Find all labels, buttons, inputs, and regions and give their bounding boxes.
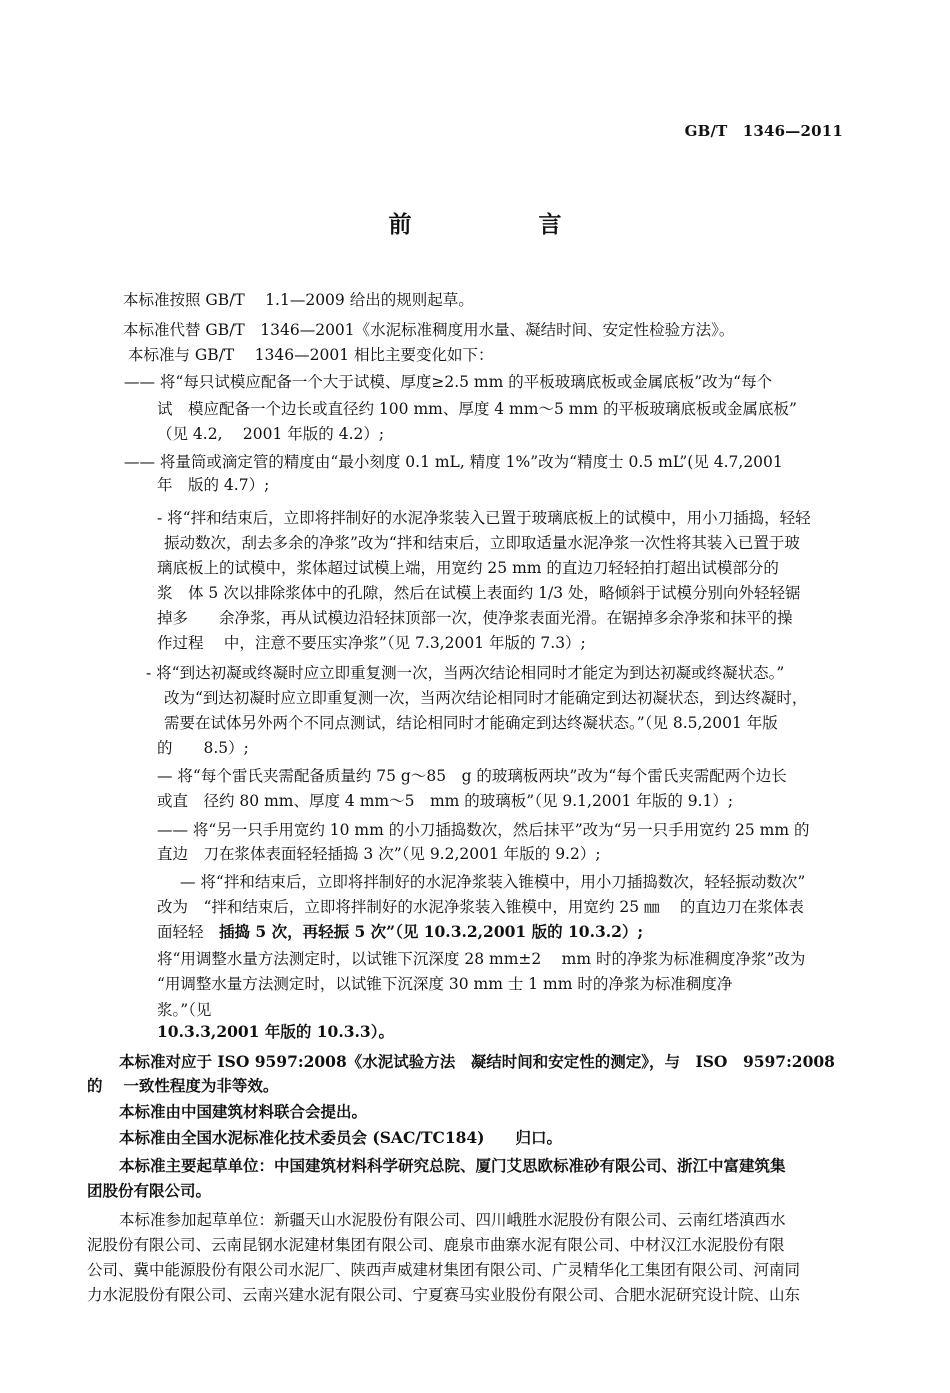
text-line: 本标准由全国水泥标准化技术委员会 (SAC/TC184) 归口。 bbox=[119, 1128, 563, 1147]
list-item-line: 或直 径约 80 mm、厚度 4 mm～5 mm 的玻璃板”（见 9.1,2001 年版的 9.1）; bbox=[157, 792, 734, 810]
text-line: 力水泥股份有限公司、云南兴建水泥有限公司、宁夏赛马实业股份有限公司、合肥水泥研究设计院、山东 bbox=[87, 1286, 801, 1304]
text-line: 本标准对应于 ISO 9597:2008《水泥试验方法 凝结时间和安定性的测定》，与 ISO 9597:2008 bbox=[119, 1052, 835, 1071]
list-item-line: 需要在试体另外两个不同点测试，结论相同时才能确定到达终凝状态。”（见 8.5,2001 年版 bbox=[164, 714, 778, 732]
list-item-line: 改为“到达初凝时应立即重复测一次，当两次结论相同时才能确定到达初凝状态，到达终凝时， bbox=[164, 689, 808, 707]
list-item-line: “用调整水量方法测定时，以试锥下沉深度 30 mm 士 1 mm 时的净浆为标准稠度净 bbox=[157, 975, 733, 993]
list-item-line: — 将“每个雷氏夹需配备质量约 75 g～85 g 的玻璃板两块”改为“每个雷氏夹需配两个边长 bbox=[157, 767, 787, 785]
list-item-line: 作过程 中，注意不要压实净浆”（见 7.3,2001 年版的 7.3）; bbox=[157, 634, 586, 652]
list-item-line: —— 将“每只试模应配备一个大于试模、厚度≥2.5 mm 的平板玻璃底板或金属底板”改为“每个 bbox=[124, 373, 773, 391]
list-item-line: 掉多 余净浆，再从试模边沿轻抹顶部一次，使净浆表面光滑。在锯掉多余净浆和抹平的操 bbox=[157, 609, 793, 627]
text-line: 团股份有限公司。 bbox=[87, 1181, 212, 1200]
text-line: 的 一致性程度为非等效。 bbox=[87, 1076, 279, 1095]
text-line: 本标准代替 GB/T 1346—2001《水泥标准稠度用水量、凝结时间、安定性检验方法》。 bbox=[123, 321, 735, 339]
standard-number: GB/T 1346—2011 bbox=[684, 122, 843, 140]
list-item-line: - 将“拌和结束后，立即将拌制好的水泥净浆装入已置于玻璃底板上的试模中，用小刀插捣，轻轻 bbox=[157, 509, 811, 527]
bold-text-segment: 插捣 5 次，再轻振 5 次”（见 10.3.2,2001 版的 10.3.2）; bbox=[219, 922, 644, 941]
list-item-line: 将“用调整水量方法测定时，以试锥下沉深度 28 mm±2 mm 时的净浆为标准稠度净浆”改为 bbox=[157, 950, 806, 968]
text-line: 本标准主要起草单位：中国建筑材料科学研究总院、厦门艾思欧标准砂有限公司、浙江中富建筑集 bbox=[119, 1156, 786, 1175]
list-item-line: 振动数次，刮去多余的净浆”改为“拌和结束后，立即取适量水泥净浆一次性将其装入已置于玻 bbox=[164, 534, 800, 552]
list-item-line bbox=[157, 922, 643, 942]
text-line: 泥股份有限公司、云南昆钢水泥建材集团有限公司、鹿泉市曲寨水泥有限公司、中材汉江水泥股份有限 bbox=[87, 1236, 785, 1254]
page-title: 前 言 bbox=[388, 211, 614, 238]
list-item-line: 浆 体 5 次以排除浆体中的孔隙，然后在试模上表面约 1/3 处，略倾斜于试模分别向外轻轻锯 bbox=[157, 584, 801, 602]
list-item-line: 改为 “拌和结束后，立即将拌制好的水泥净浆装入锥模中，用宽约 25 ㎜ 的直边刀在浆体表 bbox=[157, 898, 804, 916]
list-item-line: （见 4.2, 2001 年版的 4.2）; bbox=[157, 425, 385, 443]
text-line: 本标准与 GB/T 1346—2001 相比主要变化如下： bbox=[128, 346, 494, 364]
list-item-line: 10.3.3,2001 年版的 10.3.3）。 bbox=[157, 1022, 394, 1041]
list-item-line: —— 将“另一只手用宽约 10 mm 的小刀插捣数次，然后抹平”改为“另一只手用宽约 25 mm 的 bbox=[157, 821, 810, 839]
list-item-line: 浆。”（见 bbox=[157, 1001, 212, 1019]
list-item-line: 年 版的 4.7）; bbox=[157, 476, 270, 494]
list-item-line: 璃底板上的试模中，浆体超过试模上端，用宽约 25 mm 的直边刀轻轻拍打超出试模部分的 bbox=[157, 559, 779, 577]
list-item-line: 试 模应配备一个边长或直径约 100 mm、厚度 4 mm～5 mm 的平板玻璃底板或金属底板” bbox=[157, 400, 797, 418]
list-item-line: - 将“到达初凝或终凝时应立即重复测一次，当两次结论相同时才能定为到达初凝或终凝状态。” bbox=[146, 664, 785, 682]
list-item-line: — 将“拌和结束后，立即将拌制好的水泥净浆装入锥模中，用小刀插捣数次，轻轻振动数次” bbox=[180, 873, 806, 891]
list-item-line: —— 将量筒或滴定管的精度由“最小刻度 0.1 mL, 精度 1%”改为“精度士 0.5 mL”(见 4.7,2001 bbox=[124, 453, 783, 471]
text-line: 公司、冀中能源股份有限公司水泥厂、陕西声威建材集团有限公司、广灵精华化工集团有限公司、河南同 bbox=[87, 1261, 801, 1279]
list-item-line: 直边 刀在浆体表面轻轻插捣 3 次”（见 9.2,2001 年版的 9.2）; bbox=[157, 845, 601, 863]
text-line: 本标准由中国建筑材料联合会提出。 bbox=[119, 1102, 368, 1121]
list-item-line: 的 8.5）; bbox=[157, 739, 249, 757]
text-segment: 面轻轻 bbox=[157, 923, 220, 941]
text-line: 本标准参加起草单位：新疆天山水泥股份有限公司、四川峨胜水泥股份有限公司、云南红塔滇西水 bbox=[119, 1211, 786, 1229]
text-line: 本标准按照 GB/T 1.1—2009 给出的规则起草。 bbox=[123, 291, 474, 309]
